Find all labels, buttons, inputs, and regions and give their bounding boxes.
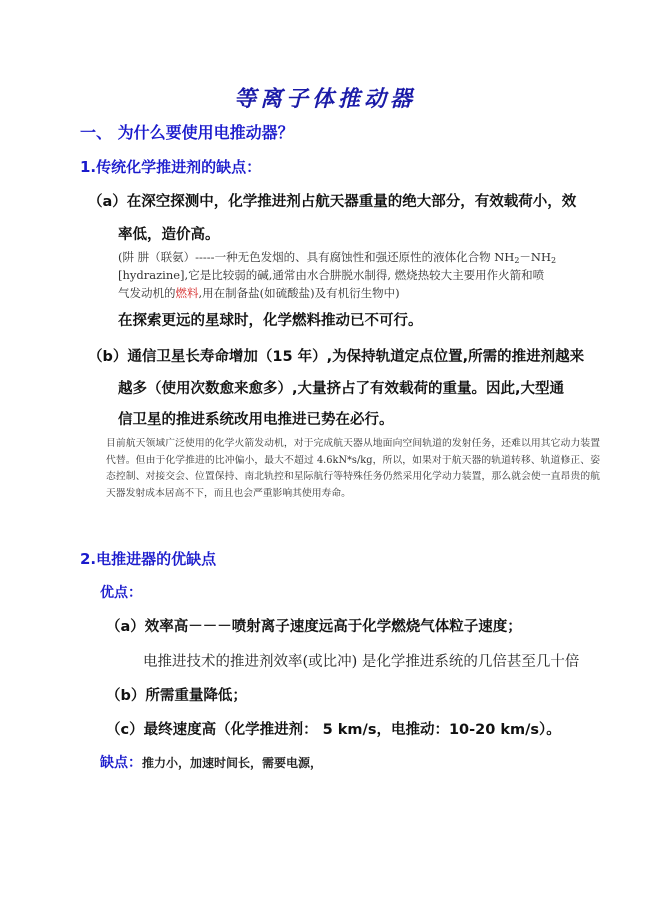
section-heading: 一、 为什么要使用电推动器？ [80, 123, 294, 142]
pro-a-line: （a）效率高－－－喷射离子速度远高于化学燃烧气体粒子速度； [106, 619, 522, 635]
body-paragraph: 目前航天领域广泛使用的化学火箭发动机，对于完成航天器从地面向空间轨道的发射任务，还难以用其它动力装置代替。但由于化学推进的比冲偏小，最大不超过 4.6kN*s/kg，所以，如果对于航天器的轨道转移、轨道修正、姿态控制、对接交会、位置保持、南北轨控和星际航行等特殊任务仍然采用化学动力装置，那么就会使一直昂贵的航天器发射成本居高不下，而且也会严重影响其使用寿命。 [106, 438, 600, 499]
hydrazine-note-line-3 [118, 285, 400, 301]
point-a-line-1: （a）在深空探测中，化学推进剂占航天器重量的绝大部分，有效载荷小，效 [88, 194, 577, 210]
subsection-heading-2: 2.电推进器的优缺点 [80, 550, 217, 568]
subsection-heading-1: 1.传统化学推进剂的缺点： [80, 158, 262, 176]
point-b-line-2: 越多（使用次数愈来愈多）,大量挤占了有效载荷的重量。因此,大型通 [118, 381, 565, 397]
cons-text: 推力小，加速时间长，需要电源， [142, 756, 323, 770]
note-text: 气发动机的 [118, 286, 176, 300]
highlighted-word: 燃料 [175, 286, 199, 300]
pro-a-detail: 电推进技术的推进剂效率(或比冲) 是化学推进系统的几倍甚至几十倍 [143, 654, 580, 670]
pros-label: 优点： [100, 585, 142, 601]
point-a-line-2: 率低，造价高。 [118, 227, 220, 243]
cons-label: 缺点： [100, 755, 142, 771]
hydrazine-note-line-2: [hydrazine],它是比较弱的碱,通常由水合肼脱水制得, 燃烧热较大主要用作火箭和喷 [118, 268, 545, 282]
point-b-line-3: 信卫星的推进系统改用电推进已势在必行。 [118, 412, 394, 428]
note-text: ,用在制备盐(如硫酸盐)及有机衍生物中) [198, 286, 400, 300]
cons-line [100, 752, 322, 772]
subscript: 2 [551, 256, 557, 265]
page-title: 等离子体推动器 [233, 86, 416, 112]
pro-b-line: （b）所需重量降低； [106, 688, 247, 704]
hydrazine-note-line-1 [118, 249, 556, 265]
pro-c-line: （c）最终速度高（化学推进剂： 5 km/s，电推动：10-20 km/s）。 [106, 722, 561, 738]
point-a-line-3: 在探索更远的星球时，化学燃料推动已不可行。 [118, 313, 423, 329]
note-text: －NH [519, 250, 552, 264]
point-b-line-1: （b）通信卫星长寿命增加（15 年）,为保持轨道定点位置,所需的推进剂越来 [88, 349, 585, 365]
note-text: (阱 肼（联氨）-----一种无色发烟的、具有腐蚀性和强还原性的液体化合物 NH [118, 250, 515, 264]
subscript: 2 [514, 256, 520, 265]
